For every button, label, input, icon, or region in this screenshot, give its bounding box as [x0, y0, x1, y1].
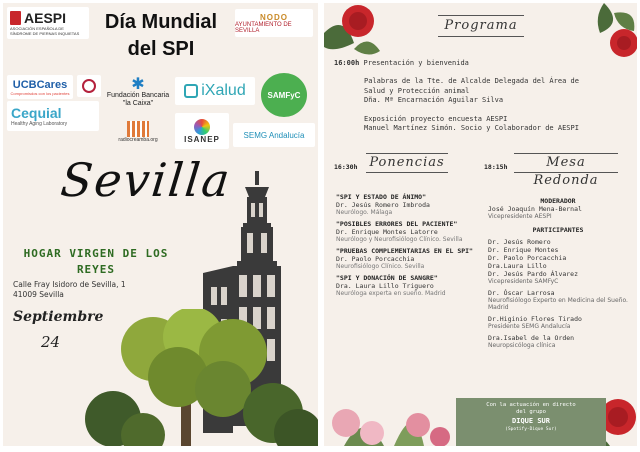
participant-item [488, 238, 628, 246]
tree-illustration [83, 309, 318, 446]
mesa-list [488, 197, 628, 353]
left-panel [3, 3, 318, 446]
participant-role: Presidente SEMG Andalucía [488, 323, 571, 330]
isanep-ring-icon [194, 119, 210, 135]
ponencias-title: Ponencias [366, 153, 448, 173]
ponencias-time: 16:30h [334, 163, 358, 171]
opening-line-5: Manuel Martínez Simón. Socio y Colaborador de AESPI [364, 124, 579, 132]
talk-role: Neurofisiólogo Clínico. Sevilla [336, 263, 425, 270]
talk-role: Neurólogo y Neurofisiólogo Clínico. Sevilla [336, 236, 463, 243]
samfyc-name: SAMFyC [267, 90, 301, 100]
opening-line-2: Salud y Protección animal [364, 86, 470, 95]
right-panel [324, 3, 637, 446]
participant-item [488, 262, 628, 270]
semg-logo [233, 123, 315, 147]
opening-time-value: 16:00h [334, 59, 360, 67]
isanep-logo [175, 113, 229, 149]
participant-name: Dr.Higinio Flores Tirado [488, 315, 582, 323]
caixa-name: Fundación Bancaria "la Caixa" [106, 92, 170, 107]
participant-name: Dr. Enrique Montes [488, 246, 559, 254]
talk-speaker: Dr. Paolo Porcacchia [336, 255, 415, 263]
moderator-heading: MODERADOR [540, 197, 576, 205]
nodo-logo [235, 9, 313, 37]
talk-speaker: Dr. Jesús Romero Imbroda [336, 201, 430, 209]
participant-name: Dra.Isabel de la Orden [488, 334, 575, 342]
venue-name: HOGAR VIRGEN DE LOS REYES [23, 247, 169, 276]
talk-item [336, 247, 486, 270]
participant-item [488, 254, 628, 262]
participant-name: Dr. Paolo Porcacchia [488, 254, 567, 262]
participant-role: Neuropsicóloga clínica [488, 342, 556, 349]
mesa-time: 18:15h [484, 163, 508, 171]
caixa-star-icon: ✱ [131, 75, 145, 93]
talk-title: "SPI Y ESTADO DE ÁNIMO" [336, 193, 427, 201]
participant-item [488, 270, 628, 285]
opening-line-3: Dña. Mª Encarnación Aguilar Silva [364, 96, 504, 104]
aespi-subtitle: ASOCIACIÓN ESPAÑOLA DE SÍNDROME DE PIERNAS INQUIETAS [10, 26, 80, 36]
nodo-name: NODO [260, 12, 288, 22]
participant-name: Dr. Jesús Romero [488, 238, 551, 246]
top-left-rose-icon [324, 3, 384, 59]
participant-role: Neurofisiólogo Experto en Medicina del Sueño. Madrid [488, 297, 628, 311]
talk-item [336, 274, 486, 297]
moderator-block [488, 197, 628, 220]
live-music-box [456, 398, 606, 446]
ucb-logo [7, 75, 73, 99]
radio-logo [107, 111, 169, 153]
aespi-name: AESPI [24, 10, 67, 26]
participant-name: Dr. Jesús Pardo Álvarez [488, 270, 579, 278]
opening-line-1: Palabras de la Tte. de Alcalde Delegada del Área de [364, 77, 579, 85]
opening-line-4: Exposición proyecto encuesta AESPI [364, 114, 508, 123]
talk-speaker: Dr. Enrique Montes Latorre [336, 228, 438, 236]
mesa-title: Mesa Redonda [514, 153, 618, 173]
talk-role: Neuróloga experta en sueño. Madrid [336, 290, 446, 297]
semg-name: SEMG Andalucía [243, 130, 305, 140]
radio-grid-icon [127, 121, 149, 137]
talk-title: "POSIBLES ERRORES DEL PACIENTE" [336, 220, 458, 228]
address-line-2: 41009 Sevilla [13, 290, 64, 299]
city-script-title: Sevilla [58, 153, 235, 207]
ucb-sub: Compromisdos con los pacientes [10, 90, 70, 96]
event-day: 24 [41, 333, 61, 351]
lilly-logo [77, 75, 101, 97]
talk-speaker: Dra. Laura Lillo Triguero [336, 282, 434, 290]
participant-item [488, 246, 628, 254]
talk-item [336, 220, 486, 243]
ixalud-icon [184, 84, 198, 98]
music-line-1: Con la actuación en directo [486, 402, 576, 408]
bottom-left-flowers-icon [324, 389, 454, 446]
ixalud-name: iXalud [201, 82, 246, 99]
ponencias-list [336, 193, 486, 301]
ixalud-logo [175, 77, 255, 105]
opening-time [334, 59, 469, 69]
talk-role: Neurólogo. Málaga [336, 209, 393, 216]
opening-heading: Presentación y bienvenida [363, 59, 469, 67]
participant-name: Dr. Óscar Larrosa [488, 289, 555, 297]
talk-title: "PRUEBAS COMPLEMENTARIAS EN EL SPI" [336, 247, 473, 255]
address-line-1: Calle Fray Isidoro de Sevilla, 1 [13, 280, 126, 289]
venue-address [13, 280, 126, 300]
event-title: Día Mundial del SPI [104, 11, 218, 60]
cequial-sub: Healthy Aging Laboratory [11, 121, 68, 127]
isanep-name: ISANEP [184, 134, 220, 144]
participant-role: Vicepresidente SAMFyC [488, 278, 559, 285]
participant-item [488, 315, 628, 330]
participants-heading: PARTICIPANTES [532, 226, 584, 234]
participant-name: Dra.Laura Lillo [488, 262, 547, 270]
cequial-logo [7, 101, 99, 131]
radio-name: radiocreamba.org [118, 137, 158, 143]
opening-details [364, 77, 579, 134]
event-month: Septiembre [13, 309, 104, 325]
band-name: DIQUE SUR [512, 417, 550, 425]
programa-title: Programa [438, 15, 524, 37]
aespi-mark-icon [10, 11, 21, 25]
moderator-role: Vicepresidente AESPI [488, 213, 552, 220]
lilly-circle-icon [82, 79, 96, 93]
talk-title: "SPI Y DONACIÓN DE SANGRE" [336, 274, 438, 282]
participant-item [488, 334, 628, 349]
ucb-name: UCBCares [12, 78, 68, 91]
top-right-rose-icon [594, 3, 637, 63]
participant-item [488, 289, 628, 311]
aespi-logo [7, 7, 89, 39]
moderator-name: José Joaquín Mena-Bernal [488, 205, 582, 213]
samfyc-logo [261, 73, 307, 117]
talk-item [336, 193, 486, 216]
caixa-logo [105, 75, 171, 109]
band-handle: (Spotify-Dique Sur) [505, 427, 557, 432]
cequial-name: Cequial [11, 105, 62, 121]
music-line-2: del grupo [516, 409, 546, 415]
ayuntamiento-name: AYUNTAMIENTO DE SEVILLA [235, 21, 292, 34]
